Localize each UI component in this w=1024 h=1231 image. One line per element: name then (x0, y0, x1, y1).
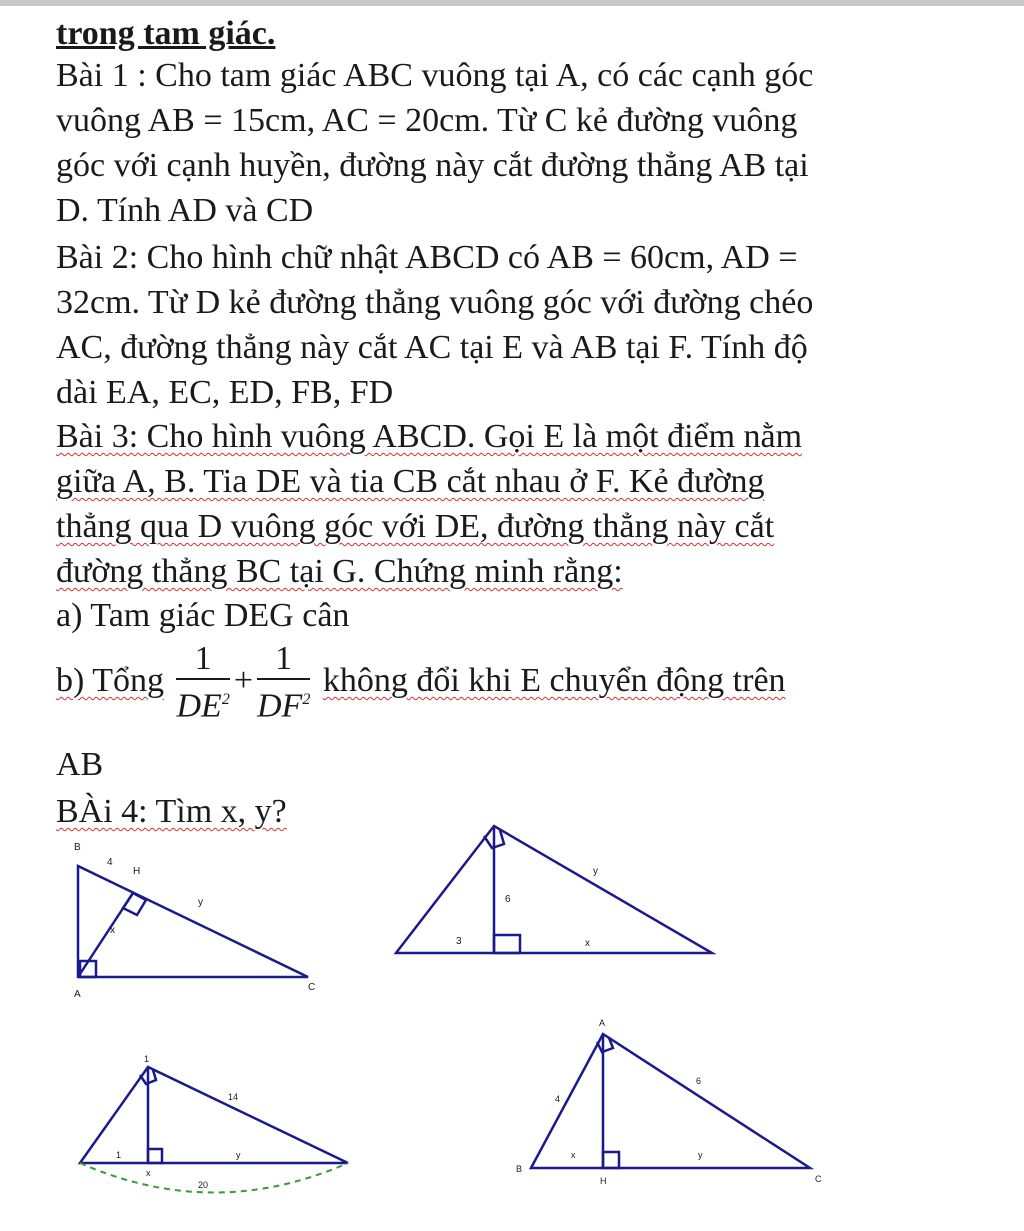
bai3-line4: đường thẳng BC tại G. Chứng minh rằng: (56, 553, 623, 590)
bai3-b-prefix: b) Tổng (56, 661, 164, 699)
fig1-triangle (78, 866, 308, 977)
bai3-b-end: AB (56, 746, 104, 783)
fig2-label-3: 3 (456, 936, 462, 947)
fig4-label-y: y (698, 1150, 703, 1160)
bai1-line4: D. Tính AD và CD (56, 192, 314, 229)
page-heading: trong tam giác. (56, 15, 276, 52)
bai4-title: BÀi 4: Tìm x, y? (56, 793, 287, 830)
fig1-label-a: A (74, 989, 81, 1000)
figure-2 (396, 826, 712, 953)
fig1-label-h: H (133, 866, 141, 877)
bai3-line3: thẳng qua D vuông góc với DE, đường thẳng này cắt (56, 508, 775, 545)
fig2-label-y: y (593, 866, 598, 877)
fig4-label-4: 4 (555, 1094, 561, 1104)
bai1-line3: góc với cạnh huyền, đường này cắt đường thẳng AB tại (56, 147, 809, 184)
frac2-denominator: DF (257, 687, 303, 725)
fig1-label-x: x (110, 925, 115, 936)
frac1-numerator: 1 (176, 640, 229, 680)
plus-sign: + (233, 661, 253, 699)
figure-4 (531, 1034, 810, 1168)
bai3-line2: giữa A, B. Tia DE và tia CB cắt nhau ở F. Kẻ đường (56, 463, 765, 500)
fig1-label-c: C (308, 982, 316, 993)
bai2-line3: AC, đường thẳng này cắt AC tại E và AB tại F. Tính độ (56, 329, 808, 366)
fig2-triangle (396, 826, 712, 953)
bai3-line1: Bài 3: Cho hình vuông ABCD. Gọi E là một điểm nằm (56, 418, 803, 455)
bai2-line1: Bài 2: Cho hình chữ nhật ABCD có AB = 60cm, AD = (56, 239, 798, 276)
fig1-label-b: B (74, 842, 81, 853)
figure-1 (78, 866, 308, 977)
bai1-line1: Bài 1 : Cho tam giác ABC vuông tại A, có các cạnh góc (56, 57, 814, 94)
fig4-label-6: 6 (696, 1076, 702, 1086)
bai2-line2: 32cm. Từ D kẻ đường thẳng vuông góc với đường chéo (56, 284, 814, 321)
fig3-label-y: y (236, 1150, 241, 1160)
bai3-part-a: a) Tam giác DEG cân (56, 597, 350, 634)
fig3-label-side: 14 (228, 1092, 239, 1102)
fig3-label-x: x (146, 1168, 151, 1178)
fig3-label-1: 1 (116, 1150, 122, 1160)
fig2-right-angle-foot (494, 935, 520, 953)
fig1-label-y: y (198, 897, 203, 908)
fig4-label-b: B (516, 1164, 523, 1174)
fig4-triangle (531, 1034, 810, 1168)
fig4-label-h: H (600, 1176, 607, 1186)
fig4-label-a: A (599, 1018, 606, 1028)
fig4-right-angle-foot (603, 1152, 619, 1168)
bai2-line4: dài EA, EC, ED, FB, FD (56, 374, 394, 411)
figure-3 (80, 1067, 348, 1163)
frac1-exponent: 2 (221, 691, 230, 708)
fig3-right-angle-foot (148, 1149, 162, 1163)
fig3-triangle (80, 1067, 348, 1163)
frac2-numerator: 1 (257, 640, 310, 680)
frac1-denominator: DE (176, 687, 222, 725)
frac2-exponent: 2 (302, 691, 311, 708)
bai1-line2: vuông AB = 15cm, AC = 20cm. Từ C kẻ đường vuông (56, 102, 798, 139)
fig2-label-6: 6 (505, 894, 511, 905)
fig3-brace-arc (80, 1163, 348, 1193)
fig3-label-bottom: 20 (198, 1180, 209, 1190)
fig4-label-c: C (815, 1174, 822, 1184)
fig3-label-top: 1 (144, 1054, 150, 1064)
bai3-b-suffix: không đổi khi E chuyển động trên (322, 661, 786, 699)
fig2-label-x: x (585, 938, 590, 949)
fig4-label-x: x (571, 1150, 576, 1160)
fig1-label-4: 4 (107, 857, 113, 868)
